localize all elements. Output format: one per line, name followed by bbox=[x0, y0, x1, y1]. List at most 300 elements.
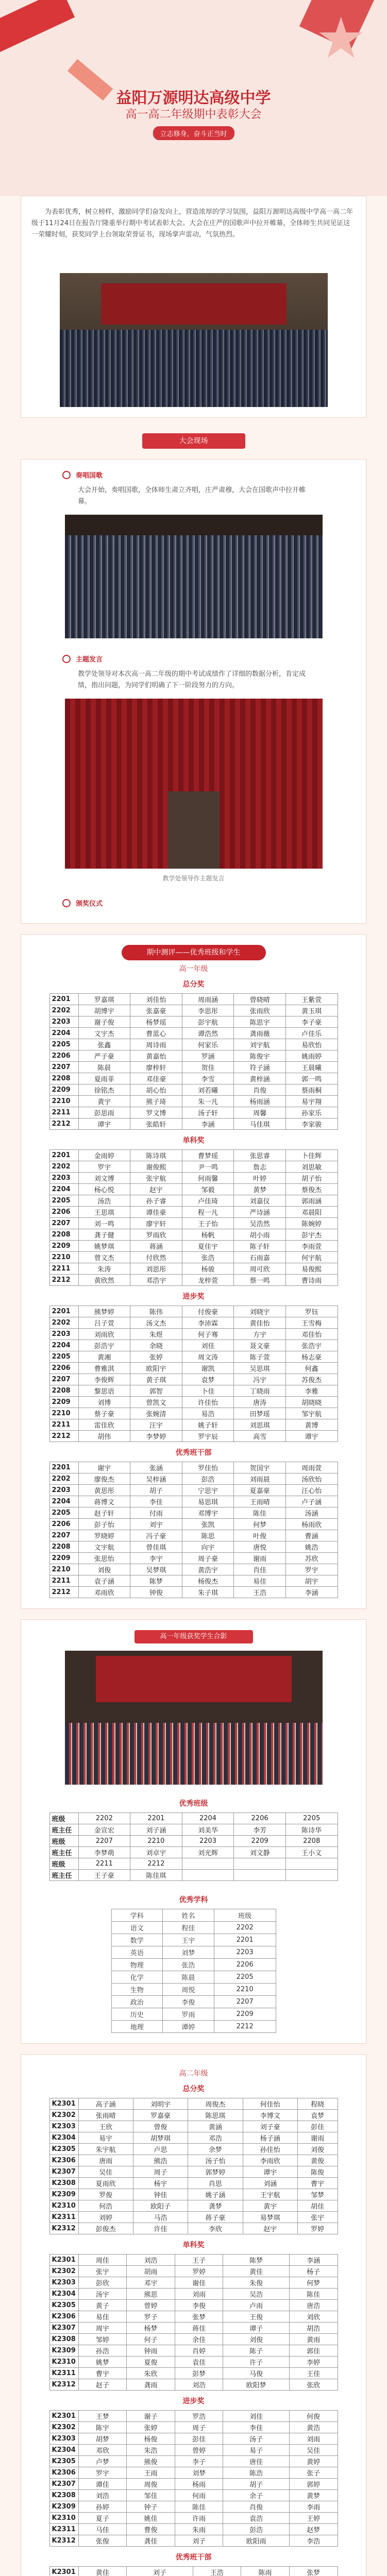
student-cell: 陈诗琪 bbox=[130, 1150, 182, 1161]
hall-photo bbox=[60, 273, 328, 407]
student-cell: 张婷 bbox=[130, 1351, 182, 1363]
table-cell: 2207 bbox=[78, 1836, 130, 1847]
table-row bbox=[49, 1870, 338, 1881]
grade2-awards bbox=[21, 2083, 366, 2576]
table-row bbox=[49, 1374, 338, 1385]
student-cell: 李思彤 bbox=[182, 1005, 234, 1016]
class-cell: 2210 bbox=[49, 1408, 78, 1419]
student-cell: 朱煜 bbox=[130, 1329, 182, 1340]
student-cell: 孙子睿 bbox=[130, 1195, 182, 1207]
table-row bbox=[49, 2255, 338, 2266]
student-cell: 张雨欣 bbox=[234, 1005, 286, 1016]
student-cell: 付俊豪 bbox=[182, 1306, 234, 1317]
student-cell: 邓博宇 bbox=[182, 1507, 234, 1519]
class-cell: 2206 bbox=[49, 1050, 78, 1062]
student-cell: 李涵 bbox=[285, 1587, 338, 1598]
student-cell: 张婉清 bbox=[130, 1408, 182, 1419]
award-title: 优秀班干部 bbox=[175, 1449, 212, 1457]
student-cell: 姚子轩 bbox=[182, 1419, 234, 1431]
student-cell: 杨帆 bbox=[182, 1229, 234, 1241]
student-cell: 谭子 bbox=[223, 2323, 289, 2334]
student-cell: 刘晓宇 bbox=[234, 1306, 286, 1317]
class-cell: K2311 bbox=[49, 2368, 78, 2379]
class-cell: 2205 bbox=[49, 1507, 78, 1519]
student-cell: 胡宇 bbox=[285, 1575, 338, 1587]
student-cell: 黄湘 bbox=[78, 1351, 130, 1363]
student-cell: 王雨晴 bbox=[234, 1496, 286, 1507]
table-row bbox=[49, 2422, 338, 2433]
award-table bbox=[49, 2098, 338, 2234]
student-cell: 马佳琪 bbox=[234, 1118, 286, 1130]
class-cell: K2303 bbox=[49, 2433, 78, 2445]
table-row bbox=[49, 2456, 338, 2467]
class-cell: 2207 bbox=[49, 1374, 78, 1385]
award-title: 进步奖 bbox=[182, 2397, 205, 2405]
table-row bbox=[49, 1485, 338, 1496]
grade-name: 高一年级 bbox=[179, 965, 208, 973]
table-row bbox=[49, 2567, 338, 2576]
table-cell: 2207 bbox=[214, 1996, 276, 2008]
section-title: 大会现场 bbox=[142, 433, 245, 449]
student-cell: 王晨曦 bbox=[285, 1062, 338, 1073]
class-cell: 2202 bbox=[49, 1005, 78, 1016]
table-cell: 2212 bbox=[130, 1858, 182, 1870]
student-cell: 吴浩然 bbox=[234, 1218, 286, 1229]
class-cell: K2312 bbox=[49, 2223, 78, 2234]
student-cell: 肖俊 bbox=[234, 1084, 286, 1096]
class-cell: K2306 bbox=[49, 2467, 78, 2479]
student-cell: 欧阳雨 bbox=[223, 2535, 289, 2547]
student-cell: 杨俊 bbox=[127, 2433, 175, 2445]
table-row bbox=[111, 1934, 276, 1946]
table-row bbox=[49, 1519, 338, 1530]
student-cell: 夏俊 bbox=[127, 2357, 175, 2368]
table-row bbox=[49, 1351, 338, 1363]
student-cell: 胡晓晓 bbox=[285, 1397, 338, 1408]
table-cell: 班主任 bbox=[49, 1824, 78, 1836]
class-cell: K2310 bbox=[49, 2513, 78, 2524]
student-cell: 李雨 bbox=[289, 2501, 338, 2513]
table-cell bbox=[285, 1870, 338, 1881]
student-cell: 李子豪 bbox=[285, 1016, 338, 1028]
student-cell: 夏嘉豪 bbox=[234, 1485, 286, 1496]
student-cell: 刘文博 bbox=[78, 1173, 130, 1184]
student-cell: 余梦 bbox=[188, 2144, 243, 2155]
student-cell: 高子涵 bbox=[78, 2098, 133, 2110]
student-cell: 刘雨晨 bbox=[234, 1473, 286, 1485]
student-cell: 吴思琪 bbox=[234, 1363, 286, 1374]
anthem-photo bbox=[65, 515, 323, 638]
table-cell: 王子豪 bbox=[78, 1870, 130, 1881]
award-table bbox=[49, 2254, 338, 2391]
student-cell: 何俊 bbox=[289, 2411, 338, 2422]
student-cell: 汤涵 bbox=[285, 1507, 338, 1519]
student-cell: 刘佳 bbox=[223, 2411, 289, 2422]
student-cell: 卢佳乐 bbox=[285, 1028, 338, 1039]
table-cell: 英语 bbox=[111, 1946, 163, 1959]
table-row bbox=[49, 2223, 338, 2234]
student-cell: 卜佳辉 bbox=[285, 1150, 338, 1161]
class-cell: 2201 bbox=[49, 1306, 78, 1317]
student-cell: 余晓 bbox=[130, 1340, 182, 1351]
grade2-section bbox=[21, 2054, 366, 2576]
student-cell: 胡博宇 bbox=[78, 1005, 130, 1016]
student-cell: 黄博 bbox=[285, 1419, 338, 1431]
table-row bbox=[49, 2379, 338, 2391]
class-cell: 2206 bbox=[49, 1519, 78, 1530]
student-cell: 刘浩 bbox=[78, 2490, 127, 2501]
student-cell: 马俊 bbox=[223, 2368, 289, 2379]
student-cell: 刘一鸣 bbox=[78, 1218, 130, 1229]
student-cell: 罗文博 bbox=[130, 1107, 182, 1118]
student-cell: 蒋佳 bbox=[175, 2323, 223, 2334]
student-cell: 付雨 bbox=[130, 1507, 182, 1519]
student-cell: 郭婷 bbox=[289, 2479, 338, 2490]
table-row bbox=[49, 1107, 338, 1118]
subject-table bbox=[111, 1909, 276, 2033]
student-cell: 廖宇轩 bbox=[130, 1218, 182, 1229]
table-cell: 李芳 bbox=[234, 1824, 286, 1836]
student-cell: 肖佳 bbox=[234, 1564, 286, 1575]
table-row bbox=[49, 1218, 338, 1229]
student-cell: 罗宇 bbox=[78, 2467, 127, 2479]
student-cell: 朱一凡 bbox=[182, 1096, 234, 1107]
student-cell: 周俊 bbox=[127, 2479, 175, 2490]
student-cell: 黄嘉怡 bbox=[130, 1050, 182, 1062]
student-cell: 陈雨 bbox=[241, 2567, 290, 2576]
student-cell: 李欣 bbox=[188, 2223, 243, 2234]
student-cell: 高雪 bbox=[234, 1431, 286, 1442]
student-cell: 张涵 bbox=[130, 1462, 182, 1473]
student-cell: 曹俊 bbox=[127, 2524, 175, 2535]
student-cell: 罗俊 bbox=[78, 2189, 133, 2200]
class-cell: 2207 bbox=[49, 1218, 78, 1229]
student-cell: 李浩 bbox=[289, 2535, 338, 2547]
student-cell: 谢凯 bbox=[182, 1363, 234, 1374]
student-cell: 邹毅 bbox=[182, 1184, 234, 1195]
student-cell: 刘浩 bbox=[175, 2379, 223, 2391]
table-row bbox=[49, 1408, 338, 1419]
table-row bbox=[49, 2334, 338, 2345]
speech-photo bbox=[65, 699, 323, 869]
decor-shard bbox=[0, 0, 75, 52]
student-cell: 卢雨 bbox=[223, 2300, 289, 2311]
class-cell: 2209 bbox=[49, 1084, 78, 1096]
student-cell: 丁晓雨 bbox=[234, 1385, 286, 1397]
student-cell: 卢子涵 bbox=[285, 1496, 338, 1507]
class-cell: K2311 bbox=[49, 2212, 78, 2223]
student-cell: 杨心悦 bbox=[78, 1184, 130, 1195]
class-cell: K2302 bbox=[49, 2422, 78, 2433]
student-cell: 蔡子豪 bbox=[78, 1408, 130, 1419]
student-cell: 胡浩 bbox=[289, 2323, 338, 2334]
class-cell: 2205 bbox=[49, 1195, 78, 1207]
student-cell: 谢佳 bbox=[175, 2277, 223, 2289]
class-cell: K2307 bbox=[49, 2166, 78, 2178]
table-row bbox=[49, 1419, 338, 1431]
student-cell: 吴梦琪 bbox=[130, 1564, 182, 1575]
student-cell: 蒋博文 bbox=[78, 1496, 130, 1507]
student-cell: 龚雨薇 bbox=[234, 1028, 286, 1039]
student-cell: 张欣 bbox=[289, 2379, 338, 2391]
table-row bbox=[49, 1073, 338, 1084]
student-cell: 何家乐 bbox=[182, 1039, 234, 1050]
student-cell: 苏俊杰 bbox=[285, 1374, 338, 1385]
part-title: 主题发言 bbox=[76, 656, 103, 664]
student-cell: 胡梦 bbox=[78, 2433, 127, 2445]
student-cell: 黄思彤 bbox=[78, 1485, 130, 1496]
student-cell: 王宇航 bbox=[243, 2189, 297, 2200]
student-cell: 胡子 bbox=[223, 2479, 289, 2490]
student-cell: 雷佳欣 bbox=[78, 1419, 130, 1431]
class-cell: K2305 bbox=[49, 2456, 78, 2467]
student-cell: 罗婷 bbox=[297, 2223, 338, 2234]
class-cell: K2304 bbox=[49, 2132, 78, 2144]
student-cell: 曾凯文 bbox=[130, 1397, 182, 1408]
student-cell: 张宇航 bbox=[130, 1173, 182, 1184]
table-row bbox=[49, 2200, 338, 2212]
table-row bbox=[49, 1496, 338, 1507]
class-cell: 2212 bbox=[49, 1118, 78, 1130]
student-cell: 许佳 bbox=[133, 2223, 188, 2234]
class-cell: K2305 bbox=[49, 2300, 78, 2311]
table-row bbox=[49, 2144, 338, 2155]
student-cell: 陈子轩 bbox=[234, 1241, 286, 1252]
student-cell: 郭佳 bbox=[289, 2345, 338, 2357]
table-row bbox=[49, 1813, 338, 1824]
table-row bbox=[49, 1161, 338, 1173]
student-cell: 杨子 bbox=[289, 2266, 338, 2277]
class-cell: K2310 bbox=[49, 2357, 78, 2368]
student-cell: 熊梦婷 bbox=[78, 1306, 130, 1317]
student-cell: 蔡俊杰 bbox=[285, 1184, 338, 1195]
class-cell: 2204 bbox=[49, 1028, 78, 1039]
student-cell: 何梦 bbox=[289, 2277, 338, 2289]
student-cell: 谭宇 bbox=[243, 2166, 297, 2178]
table-row bbox=[49, 1541, 338, 1553]
student-cell: 金雨婷 bbox=[78, 1150, 130, 1161]
student-cell: 何佳怡 bbox=[243, 2098, 297, 2110]
student-cell: 冯宇 bbox=[234, 1374, 286, 1385]
student-cell: 胡小雨 bbox=[234, 1229, 286, 1241]
table-row bbox=[49, 2289, 338, 2300]
student-cell: 彭佳 bbox=[175, 2433, 223, 2445]
table-cell: 班级 bbox=[49, 1813, 78, 1824]
class-cell: K2309 bbox=[49, 2345, 78, 2357]
student-cell: 何雨 bbox=[175, 2490, 223, 2501]
class-cell: 2206 bbox=[49, 1207, 78, 1218]
table-row bbox=[49, 1530, 338, 1541]
table-cell: 2202 bbox=[214, 1922, 276, 1934]
student-cell: 严子豪 bbox=[78, 1050, 130, 1062]
student-cell: 李博文 bbox=[243, 2110, 297, 2121]
student-cell: 文宇航 bbox=[78, 1541, 130, 1553]
table-cell: 2208 bbox=[285, 1836, 338, 1847]
student-cell: 汤浩 bbox=[78, 1195, 130, 1207]
student-cell: 刘涵 bbox=[243, 2178, 297, 2189]
intro-text: 为表彰优秀，树立榜样，激励同学们奋发向上，营造浓厚的学习氛围，益阳万源明达高级中学高一高二年级于11月24日在报告厅隆重举行期中考试表彰大会。大会在庄严的国歌声中拉开帷幕，全体师生共同见证这一荣耀时刻，获奖同学上台领取荣誉证书，现场掌声雷动，气氛热烈。 bbox=[21, 196, 366, 273]
student-cell: 黄宇 bbox=[78, 1096, 130, 1107]
student-cell: 吴佳 bbox=[289, 2445, 338, 2456]
student-cell: 赵宇 bbox=[130, 1184, 182, 1195]
award-table bbox=[49, 2566, 338, 2576]
student-cell: 周子 bbox=[175, 2422, 223, 2433]
class-cell: 2203 bbox=[49, 1173, 78, 1184]
award-table bbox=[49, 1149, 338, 1286]
class-cell: 2202 bbox=[49, 1473, 78, 1485]
table-row bbox=[49, 2535, 338, 2547]
table-row bbox=[49, 2121, 338, 2132]
student-cell: 郭智 bbox=[130, 1385, 182, 1397]
student-cell: 姚梦 bbox=[78, 2357, 127, 2368]
class-cell: K2309 bbox=[49, 2501, 78, 2513]
student-cell: 姚浩 bbox=[285, 1541, 338, 1553]
table-cell: 陈佳琪 bbox=[130, 1870, 182, 1881]
student-cell: 李家骏 bbox=[285, 1118, 338, 1130]
student-cell: 聂文豪 bbox=[234, 1340, 286, 1351]
student-cell: 汤子轩 bbox=[182, 1107, 234, 1118]
table-cell: 刘光辉 bbox=[182, 1847, 234, 1858]
class-cell: K2306 bbox=[49, 2311, 78, 2323]
class-cell: K2308 bbox=[49, 2178, 78, 2189]
table-cell: 王小文 bbox=[285, 1847, 338, 1858]
part-text: 大会开始，奏唱国歌，全体师生肃立齐唱，庄严肃穆，大会在国歌声中拉开帷幕。 bbox=[78, 486, 306, 505]
student-cell: 邓佳怡 bbox=[285, 1329, 338, 1340]
student-cell: 张宇 bbox=[78, 2266, 127, 2277]
table-row bbox=[49, 1173, 338, 1184]
table-row bbox=[49, 1150, 338, 1161]
table-cell bbox=[234, 1858, 286, 1870]
table-cell: 2211 bbox=[78, 1858, 130, 1870]
student-cell: 黄玉琪 bbox=[285, 1005, 338, 1016]
table-row bbox=[49, 1575, 338, 1587]
table-cell: 谭婷 bbox=[163, 2021, 214, 2033]
student-cell: 肖思 bbox=[188, 2178, 243, 2189]
class-cell: 2211 bbox=[49, 1419, 78, 1431]
slogan-tag: 立志修身，奋斗正当时 bbox=[153, 126, 234, 140]
student-cell: 罗宇 bbox=[285, 1564, 338, 1575]
table-row bbox=[49, 1084, 338, 1096]
class-cell: K2309 bbox=[49, 2189, 78, 2200]
student-cell: 彭思雨 bbox=[78, 1107, 130, 1118]
student-cell: 陈子 bbox=[223, 2345, 289, 2357]
table-row bbox=[49, 2212, 338, 2223]
circle-icon bbox=[62, 899, 71, 907]
student-cell: 胡佳 bbox=[297, 2200, 338, 2212]
student-cell: 谢俊熙 bbox=[130, 1161, 182, 1173]
student-cell: 陈佳 bbox=[175, 2501, 223, 2513]
grade1-group-photo bbox=[65, 1651, 323, 1785]
student-cell: 郭雨涵 bbox=[285, 1195, 338, 1207]
student-cell: 宁思宇 bbox=[182, 1485, 234, 1496]
student-cell: 彭俊杰 bbox=[78, 2223, 133, 2234]
student-cell: 彭宇航 bbox=[182, 1016, 234, 1028]
table-title: 优秀班级 bbox=[179, 1800, 208, 1808]
student-cell: 刘佳 bbox=[182, 1340, 234, 1351]
student-cell: 向宇 bbox=[182, 1541, 234, 1553]
student-cell: 何浩 bbox=[78, 2200, 133, 2212]
part-title: 奏唱国歌 bbox=[76, 472, 103, 480]
student-cell: 何宇航 bbox=[285, 1252, 338, 1263]
student-cell: 龙梓萱 bbox=[182, 1275, 234, 1286]
student-cell: 黄涵 bbox=[188, 2121, 243, 2132]
class-cell: 2206 bbox=[49, 1363, 78, 1374]
student-cell: 陈思宇 bbox=[234, 1016, 286, 1028]
table-row bbox=[49, 2467, 338, 2479]
student-cell: 叶俊 bbox=[234, 1530, 286, 1541]
student-cell: 黄俊 bbox=[297, 2155, 338, 2166]
student-cell: 曹宇 bbox=[78, 2368, 127, 2379]
student-cell: 何子 bbox=[127, 2334, 175, 2345]
table-row bbox=[49, 1195, 338, 1207]
table-cell: 姓名 bbox=[163, 1909, 214, 1922]
table-row bbox=[49, 1028, 338, 1039]
table-row bbox=[49, 2110, 338, 2121]
student-cell: 刘子 bbox=[127, 2567, 193, 2576]
award-table bbox=[49, 2410, 338, 2547]
table-cell: 刘子涵 bbox=[130, 1824, 182, 1836]
student-cell: 易梦琪 bbox=[243, 2212, 297, 2223]
table-row bbox=[49, 1462, 338, 1473]
student-cell: 谭浩然 bbox=[182, 1028, 234, 1039]
student-cell: 廖俊杰 bbox=[78, 1473, 130, 1485]
student-cell: 汪心怡 bbox=[285, 1485, 338, 1496]
student-cell: 刘雨 bbox=[289, 2433, 338, 2445]
student-cell: 刘思敏 bbox=[285, 1161, 338, 1173]
photo-caption: 教学处领导作主题发言 bbox=[162, 875, 225, 882]
table-cell: 2203 bbox=[214, 1946, 276, 1959]
student-cell: 胡子 bbox=[130, 1485, 182, 1496]
student-cell: 陈子萱 bbox=[234, 1351, 286, 1363]
student-cell: 孙家乐 bbox=[285, 1107, 338, 1118]
student-cell: 蒋子豪 bbox=[188, 2212, 243, 2223]
student-cell: 陈浩 bbox=[223, 2467, 289, 2479]
table-row bbox=[49, 2357, 338, 2368]
class-cell: 2202 bbox=[49, 1161, 78, 1173]
table-cell: 2205 bbox=[285, 1813, 338, 1824]
student-cell: 刘佳怡 bbox=[130, 994, 182, 1005]
table-cell: 2212 bbox=[214, 2021, 276, 2033]
student-cell: 邓浩宇 bbox=[130, 1275, 182, 1286]
class-cell: 2202 bbox=[49, 1317, 78, 1329]
table-cell: 周悦 bbox=[163, 1984, 214, 1996]
student-cell: 王紫萱 bbox=[285, 994, 338, 1005]
student-cell: 黄佳 bbox=[78, 2567, 127, 2576]
student-cell: 何鑫 bbox=[285, 1363, 338, 1374]
student-cell: 汤子 bbox=[223, 2433, 289, 2445]
student-cell: 邓浩 bbox=[188, 2132, 243, 2144]
student-cell: 廖梓轩 bbox=[130, 1062, 182, 1073]
table-row bbox=[49, 1275, 338, 1286]
table-cell: 政治 bbox=[111, 1996, 163, 2008]
award-title: 进步奖 bbox=[182, 1293, 205, 1301]
student-cell: 赵梦 bbox=[289, 2524, 338, 2535]
student-cell: 刘婷 bbox=[78, 2212, 133, 2223]
student-cell: 孙佳怡 bbox=[243, 2144, 297, 2155]
student-cell: 李雅 bbox=[285, 1385, 338, 1397]
award-title: 单科奖 bbox=[182, 2241, 205, 2249]
student-cell: 卢思 bbox=[133, 2144, 188, 2155]
student-cell: 邹婷 bbox=[78, 2334, 127, 2345]
table-cell: 刘梦 bbox=[163, 1946, 214, 1959]
student-cell: 王婷 bbox=[289, 2513, 338, 2524]
student-cell: 徐铭杰 bbox=[78, 1084, 130, 1096]
student-cell: 陈婉婷 bbox=[285, 1218, 338, 1229]
student-cell: 张浩宇 bbox=[285, 1340, 338, 1351]
student-cell: 何雨馨 bbox=[182, 1173, 234, 1184]
student-cell: 曹诗雨 bbox=[285, 1275, 338, 1286]
award-title: 总分奖 bbox=[182, 2085, 205, 2093]
